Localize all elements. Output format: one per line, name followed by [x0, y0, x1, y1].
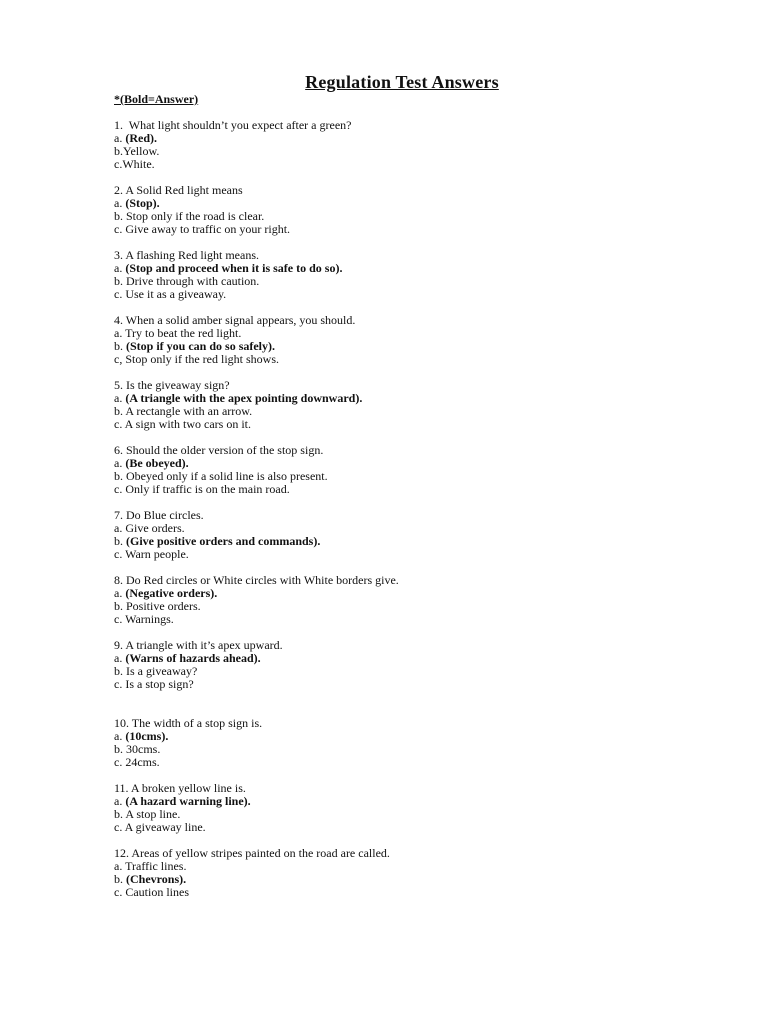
option-text: Drive through with caution. — [126, 274, 260, 288]
question-block — [114, 444, 674, 496]
option-letter: c. — [114, 222, 126, 236]
option-letter: a. — [114, 456, 126, 470]
question-stem: 8. Do Red circles or White circles with White borders give. — [114, 573, 399, 587]
option-letter: b. — [114, 664, 126, 678]
option-text: (Stop). — [125, 196, 160, 210]
answer-option-correct — [114, 873, 674, 886]
answer-option — [114, 223, 674, 236]
option-letter: b. — [114, 144, 123, 158]
answer-option — [114, 665, 674, 678]
question-stem: 12. Areas of yellow stripes painted on the road are called. — [114, 846, 390, 860]
question-list — [114, 119, 674, 899]
option-text: Warn people. — [125, 547, 189, 561]
question-block — [114, 717, 674, 769]
option-text: Obeyed only if a solid line is also present. — [126, 469, 328, 483]
option-letter: b. — [114, 742, 126, 756]
question-stem: 4. When a solid amber signal appears, you should. — [114, 313, 356, 327]
option-text: Warnings. — [125, 612, 174, 626]
option-text: A stop line. — [125, 807, 181, 821]
option-letter: a. — [114, 261, 126, 275]
option-letter: a. — [114, 651, 126, 665]
question-block — [114, 574, 674, 626]
option-text: (A triangle with the apex pointing downward). — [125, 391, 363, 405]
question-block — [114, 782, 674, 834]
option-text: (Chevrons). — [126, 872, 187, 886]
option-text: (Red). — [125, 131, 157, 145]
question-stem: 5. Is the giveaway sign? — [114, 378, 230, 392]
option-letter: c. — [114, 612, 126, 626]
option-text: White. — [122, 157, 155, 171]
option-letter: c. — [114, 547, 126, 561]
option-letter: a. — [114, 794, 126, 808]
question-block — [114, 639, 674, 691]
answer-option-correct — [114, 132, 674, 145]
option-letter: c. — [114, 417, 125, 431]
option-letter: b. — [114, 404, 126, 418]
option-text: (Be obeyed). — [125, 456, 189, 470]
option-text: (10cms). — [125, 729, 169, 743]
option-text: Give orders. — [125, 521, 185, 535]
option-text: (Give positive orders and commands). — [126, 534, 321, 548]
option-letter: c. — [114, 482, 126, 496]
option-letter: b. — [114, 209, 126, 223]
answer-option — [114, 418, 674, 431]
answer-option-correct — [114, 795, 674, 808]
option-letter: a. — [114, 196, 126, 210]
answer-option — [114, 678, 674, 691]
question-stem: 2. A Solid Red light means — [114, 183, 243, 197]
option-letter: b. — [114, 807, 126, 821]
option-letter: c. — [114, 885, 126, 899]
answer-option — [114, 483, 674, 496]
question-block — [114, 184, 674, 236]
option-text: Stop only if the road is clear. — [126, 209, 265, 223]
option-letter: c. — [114, 677, 126, 691]
option-letter: c. — [114, 755, 126, 769]
option-text: Give away to traffic on your right. — [125, 222, 291, 236]
option-text: Try to beat the red light. — [125, 326, 242, 340]
answer-legend: *(Bold=Answer) — [114, 92, 199, 106]
question-stem: 11. A broken yellow line is. — [114, 781, 246, 795]
option-text: Positive orders. — [126, 599, 201, 613]
answer-option — [114, 600, 674, 613]
option-letter: a. — [114, 586, 126, 600]
option-text: Stop only if the red light shows. — [125, 352, 279, 366]
option-letter: b. — [114, 339, 126, 353]
option-text: Use it as a giveaway. — [125, 287, 227, 301]
option-text: A giveaway line. — [124, 820, 206, 834]
option-text: Is a stop sign? — [125, 677, 194, 691]
option-letter: a. — [114, 391, 126, 405]
question-block — [114, 314, 674, 366]
option-letter: a. — [114, 859, 126, 873]
answer-option — [114, 548, 674, 561]
option-letter: b. — [114, 599, 126, 613]
answer-option-correct — [114, 652, 674, 665]
option-text: 30cms. — [126, 742, 161, 756]
option-letter: a. — [114, 131, 126, 145]
question-stem: 10. The width of a stop sign is. — [114, 716, 263, 730]
option-text: (A hazard warning line). — [125, 794, 251, 808]
question-block — [114, 119, 674, 171]
option-letter: a. — [114, 326, 126, 340]
question-stem: 3. A flashing Red light means. — [114, 248, 259, 262]
answer-option — [114, 821, 674, 834]
option-letter: c. — [114, 820, 125, 834]
answer-option — [114, 743, 674, 756]
option-letter: b. — [114, 872, 126, 886]
option-letter: c, — [114, 352, 126, 366]
document-title: Regulation Test Answers — [305, 72, 499, 92]
option-letter: b. — [114, 469, 126, 483]
option-text: (Stop and proceed when it is safe to do so). — [125, 261, 343, 275]
answer-option — [114, 613, 674, 626]
option-text: A rectangle with an arrow. — [125, 404, 253, 418]
option-text: Yellow. — [123, 144, 160, 158]
question-stem: 1. What light shouldn’t you expect after a green? — [114, 118, 352, 132]
option-letter: a. — [114, 521, 126, 535]
option-text: A sign with two cars on it. — [124, 417, 251, 431]
option-letter: c. — [114, 157, 123, 171]
option-letter: c. — [114, 287, 126, 301]
option-text: (Stop if you can do so safely). — [126, 339, 276, 353]
answer-option — [114, 353, 674, 366]
option-text: Traffic lines. — [125, 859, 187, 873]
document-body — [114, 93, 674, 899]
answer-option — [114, 756, 674, 769]
question-block — [114, 509, 674, 561]
answer-option-correct — [114, 535, 674, 548]
option-text: Is a giveaway? — [126, 664, 198, 678]
question-block — [114, 847, 674, 899]
question-stem: 6. Should the older version of the stop sign. — [114, 443, 324, 457]
option-text: Only if traffic is on the main road. — [125, 482, 290, 496]
option-letter: a. — [114, 729, 126, 743]
answer-option — [114, 860, 674, 873]
question-block — [114, 249, 674, 301]
answer-option — [114, 145, 674, 158]
option-letter: b. — [114, 274, 126, 288]
question-stem: 9. A triangle with it’s apex upward. — [114, 638, 283, 652]
option-letter: b. — [114, 534, 126, 548]
option-text: Caution lines — [125, 885, 189, 899]
answer-option — [114, 288, 674, 301]
option-text: (Warns of hazards ahead). — [125, 651, 261, 665]
answer-option-correct — [114, 730, 674, 743]
answer-option — [114, 158, 674, 171]
answer-option — [114, 886, 674, 899]
question-stem: 7. Do Blue circles. — [114, 508, 204, 522]
question-block — [114, 379, 674, 431]
option-text: 24cms. — [125, 755, 160, 769]
option-text: (Negative orders). — [125, 586, 218, 600]
